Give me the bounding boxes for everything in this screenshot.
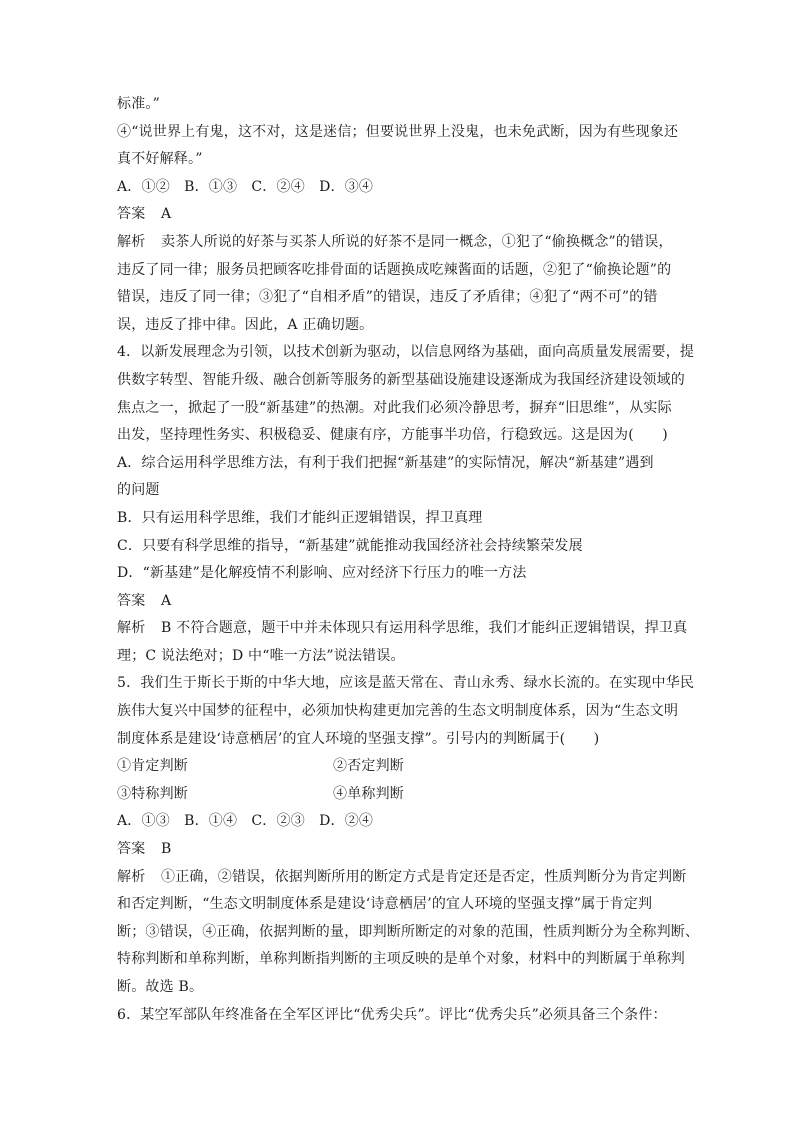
q6-stem-line1: 6．某空军部队年终准备在全军区评比“优秀尖兵”。评比“优秀尖兵”必须具备三个条件：: [117, 1006, 667, 1023]
q5-stem-line1: 5．我们生于斯长于斯的中华大地，应该是蓝天常在、青山永秀、绿水长流的。在实现中华民: [117, 675, 695, 692]
q4-analysis-line2: 理；C 说法绝对；D 中“唯一方法”说法错误。: [117, 647, 405, 664]
q3-analysis-line4: 误，违反了排中律。因此，A 正确切题。: [117, 316, 374, 333]
analysis-text: ①正确，②错误，依据判断所用的断定方式是肯定还是否定，性质判断分为肯定判断: [161, 868, 687, 885]
q5-answer: [117, 836, 683, 864]
q5-options: A．①③ B．①④ C．②③ D．②④: [117, 813, 374, 830]
answer-value: A: [161, 592, 172, 609]
q5-analysis-line1: [117, 864, 687, 892]
q5-item-1: ①肯定判断: [117, 758, 188, 775]
q4-stem-line1: 4．以新发展理念为引领，以技术创新为驱动，以信息网络为基础，面向高质量发展需要，提: [117, 344, 695, 361]
q4-stem-line3: 焦点之一，掀起了一股“新基建”的热潮。对此我们必须冷静思考，摒弃“旧思维”，从实际: [117, 399, 672, 416]
analysis-label: 解析: [117, 868, 146, 885]
q4-analysis-line1: [117, 615, 688, 643]
q4-stem-line4: 出发，坚持理性务实、积极稳妥、健康有序，方能事半功倍，行稳致远。这是因为( ): [117, 427, 668, 444]
q4-option-d: D．“新基建”是化解疫情不利影响、应对经济下行压力的唯一方法: [117, 565, 527, 582]
analysis-label: 解析: [117, 620, 146, 637]
answer-label: 答案: [117, 206, 146, 223]
q4-option-a-line2: 的问题: [117, 482, 160, 499]
q5-item-2: ②否定判断: [333, 758, 404, 775]
q5-analysis-line3: 断；③错误，④正确，依据判断的量，即判断所断定的对象的范围，性质判断分为全称判断、: [117, 923, 700, 940]
q5-items-row1: [117, 753, 683, 781]
q5-item-4: ④单称判断: [333, 785, 404, 802]
q3-answer: [117, 201, 683, 229]
analysis-label: 解析: [117, 233, 146, 250]
analysis-text: B 不符合题意，题干中并未体现只有运用科学思维，我们才能纠正逻辑错误，捍卫真: [161, 620, 688, 637]
analysis-text: 卖茶人所说的好茶与买茶人所说的好茶不是同一概念，①犯了“偷换概念”的错误，: [161, 233, 673, 250]
q5-items-row2: [117, 781, 683, 809]
answer-label: 答案: [117, 592, 146, 609]
q3-analysis-line3: 错误，违反了同一律；③犯了“自相矛盾”的错误，违反了矛盾律；④犯了“两不可”的错: [117, 289, 658, 306]
q3-analysis-line1: [117, 229, 683, 257]
document-page: [117, 91, 700, 1029]
answer-value: A: [161, 206, 172, 223]
answer-label: 答案: [117, 841, 146, 858]
q3-options: A．①② B．①③ C．②④ D．③④: [117, 178, 374, 195]
q5-analysis-line4: 特称判断和单称判断，单称判断指判断的主项反映的是单个对象，材料中的判断属于单称判: [117, 951, 685, 968]
q5-analysis-line5: 断。故选 B。: [117, 979, 204, 995]
q3-quote4-line2: 真不好解释。”: [117, 151, 203, 168]
answer-value: B: [161, 841, 172, 858]
q4-option-c: C．只要有科学思维的指导，“新基建”就能推动我国经济社会持续繁荣发展: [117, 537, 583, 554]
q3-line1: 标准。”: [117, 96, 160, 112]
q4-option-b: B．只有运用科学思维，我们才能纠正逻辑错误，捍卫真理: [117, 509, 483, 526]
q5-item-3: ③特称判断: [117, 785, 188, 802]
q3-analysis-line2: 违反了同一律；服务员把顾客吃排骨面的话题换成吃辣酱面的话题，②犯了“偷换论题”的: [117, 261, 672, 278]
q5-stem-line2: 族伟大复兴中国梦的征程中，必须加快构建更加完善的生态文明制度体系，因为“生态文明: [117, 703, 679, 720]
q5-analysis-line2: 和否定判断，“生态文明制度体系是建设‘诗意栖居’的宜人环境的坚强支撑”属于肯定判: [117, 896, 653, 913]
q5-stem-line3: 制度体系是建设‘诗意栖居’的宜人环境的坚强支撑”。引号内的判断属于( ): [117, 730, 600, 747]
q4-answer: [117, 588, 683, 616]
q4-option-a-line1: A．综合运用科学思维方法，有利于我们把握“新基建”的实际情况，解决“新基建”遇到: [117, 454, 654, 471]
q4-stem-line2: 供数字转型、智能升级、融合创新等服务的新型基础设施建设逐渐成为我国经济建设领域的: [117, 371, 685, 388]
q3-quote4-line1: ④“说世界上有鬼，这不对，这是迷信；但要说世界上没鬼，也未免武断，因为有些现象还: [117, 123, 679, 140]
